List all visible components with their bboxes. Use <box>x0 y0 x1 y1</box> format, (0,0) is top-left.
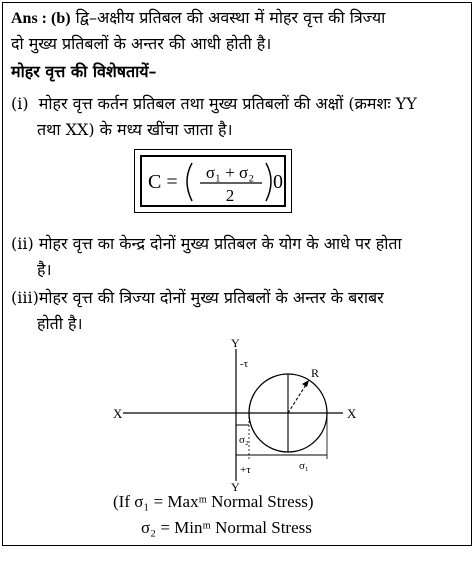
point-1-text-1: मोहर वृत्त कर्तन प्रतिबल तथा मुख्य प्रतिबलों की अक्षों (क्रमशः YY <box>38 94 417 113</box>
positive-tau-label: +τ <box>240 464 251 476</box>
point-3-number: (iii) <box>11 288 39 307</box>
note-2: σ₂ = Minᵐ Normal Stress <box>141 518 312 537</box>
note-1: (If σ₁ = Maxᵐ Normal Stress) <box>113 492 314 511</box>
radius-label: R <box>311 366 320 380</box>
sigma1-label: σ₁ <box>299 460 309 472</box>
y-axis-top-label: Y <box>231 336 240 350</box>
answer-line-2: दो मुख्य प्रतिबलों के अन्तर की आधी होती है। <box>11 34 272 53</box>
point-1-line-1 <box>11 93 417 115</box>
point-2-text-1: मोहर वृत्त का केन्द्र दोनों मुख्य प्रतिबल के योग के आधे पर होता <box>38 234 402 253</box>
point-1-text-2: तथा XX) के मध्य खींचा जाता है। <box>37 120 233 139</box>
point-3-text-2: होती है। <box>37 314 83 333</box>
formula-tail: 0 <box>273 171 283 193</box>
point-3-text-1: मोहर वृत्त की त्रिज्या दोनों मुख्य प्रतिबलों के अन्तर के बराबर <box>38 288 384 307</box>
radius-arrowhead <box>302 380 309 387</box>
section-heading: मोहर वृत्त की विशेषतायें– <box>11 62 157 81</box>
formula-lhs: C = <box>148 171 178 193</box>
x-axis-right-label: X <box>347 406 357 421</box>
y-axis-bottom-label: Y <box>231 480 240 493</box>
mohr-circle-diagram <box>3 333 469 493</box>
formula-box <box>134 149 292 213</box>
negative-tau-label: -τ <box>240 358 249 370</box>
formula <box>142 157 284 205</box>
formula-paren-left <box>187 163 192 201</box>
point-2-number: (ii) <box>11 234 34 253</box>
sigma2-label: σ₂ <box>239 434 249 446</box>
formula-paren-right <box>266 163 271 201</box>
answer-line-1 <box>11 7 385 30</box>
x-axis-left-label: X <box>113 406 123 421</box>
point-3-line-1 <box>11 287 384 309</box>
ans-label: Ans : (b) <box>11 10 71 27</box>
point-2-line-1 <box>11 233 402 255</box>
formula-denominator: 2 <box>225 186 235 205</box>
point-2-text-2: है। <box>37 260 52 279</box>
answer-card <box>2 2 472 546</box>
point-1-number: (i) <box>11 94 29 113</box>
formula-inner-box <box>140 155 286 207</box>
answer-text-1: द्वि–अक्षीय प्रतिबल की अवस्था में मोहर वृत्त की त्रिज्या <box>75 8 386 27</box>
formula-numerator: σ₁ + σ₂ <box>205 163 255 182</box>
